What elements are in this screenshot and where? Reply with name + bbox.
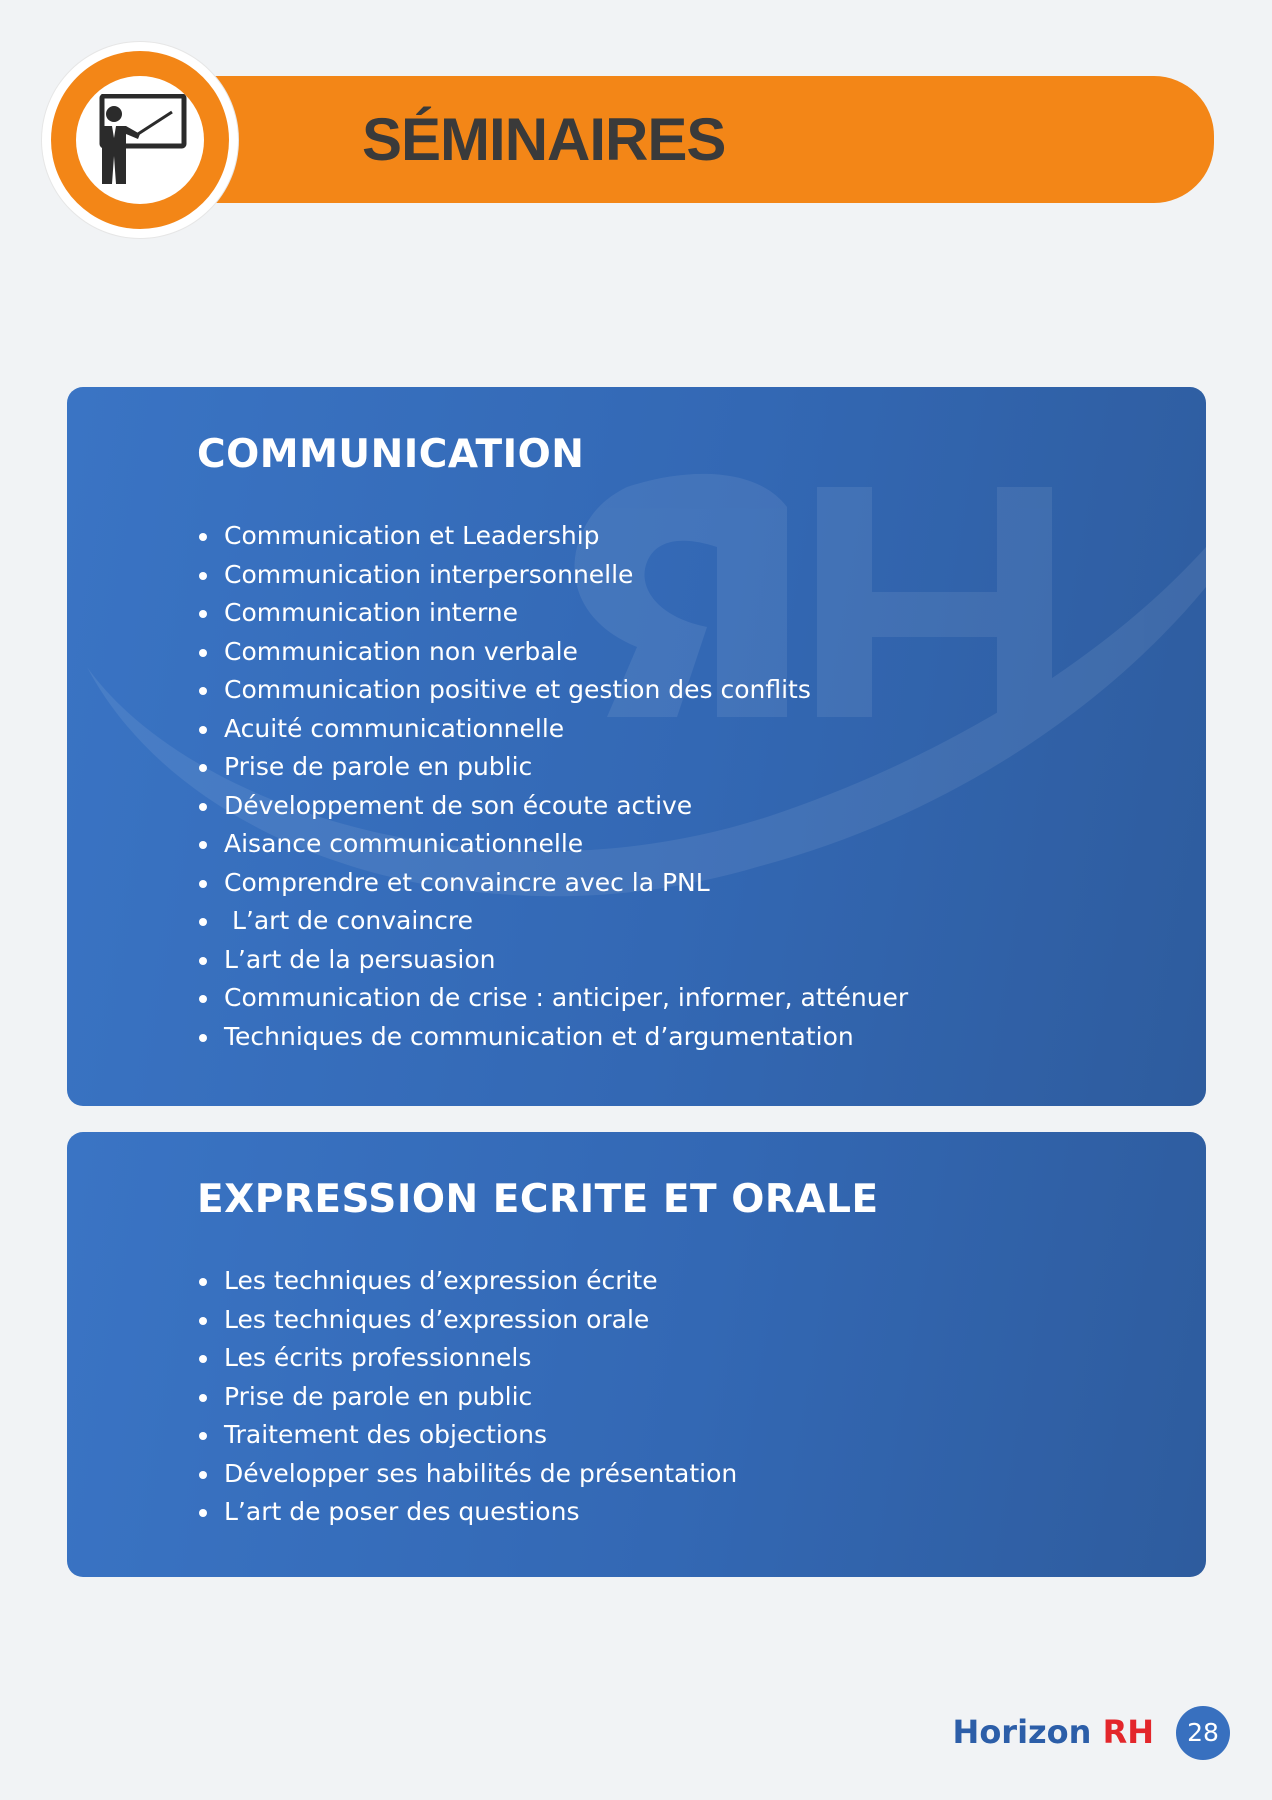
list-item: Traitement des objections — [197, 1416, 737, 1455]
list-item: Les techniques d’expression orale — [197, 1301, 737, 1340]
seminar-list — [197, 1262, 737, 1532]
list-item: Les écrits professionnels — [197, 1339, 737, 1378]
list-item: Communication non verbale — [197, 633, 908, 672]
section-title: EXPRESSION ECRITE ET ORALE — [197, 1177, 879, 1222]
list-item: Aisance communicationnelle — [197, 825, 908, 864]
brand-logo — [953, 1712, 1154, 1752]
list-item: Techniques de communication et d’argumentation — [197, 1018, 908, 1057]
brand-name: Horizon — [952, 1713, 1103, 1751]
list-item: Comprendre et convaincre avec la PNL — [197, 864, 908, 903]
brand-suffix: RH — [1102, 1713, 1154, 1751]
list-item: L’art de la persuasion — [197, 941, 908, 980]
list-item: Développement de son écoute active — [197, 787, 908, 826]
list-item: Les techniques d’expression écrite — [197, 1262, 737, 1301]
section-communication — [67, 387, 1206, 1106]
list-item: Communication et Leadership — [197, 517, 908, 556]
presentation-icon — [92, 94, 188, 186]
list-item: Communication interne — [197, 594, 908, 633]
section-title: COMMUNICATION — [197, 432, 585, 477]
list-item: Communication positive et gestion des conflits — [197, 671, 908, 710]
list-item: Développer ses habilités de présentation — [197, 1455, 737, 1494]
page-number: 28 — [1176, 1706, 1230, 1760]
list-item: Acuité communicationnelle — [197, 710, 908, 749]
list-item: Prise de parole en public — [197, 1378, 737, 1417]
list-item: Communication interpersonnelle — [197, 556, 908, 595]
list-item: L’art de convaincre — [197, 902, 908, 941]
list-item: Communication de crise : anticiper, informer, atténuer — [197, 979, 908, 1018]
header-badge — [42, 42, 238, 238]
list-item: Prise de parole en public — [197, 748, 908, 787]
seminar-list — [197, 517, 908, 1056]
page-title: SÉMINAIRES — [362, 106, 726, 173]
section-expression — [67, 1132, 1206, 1577]
list-item: L’art de poser des questions — [197, 1493, 737, 1532]
